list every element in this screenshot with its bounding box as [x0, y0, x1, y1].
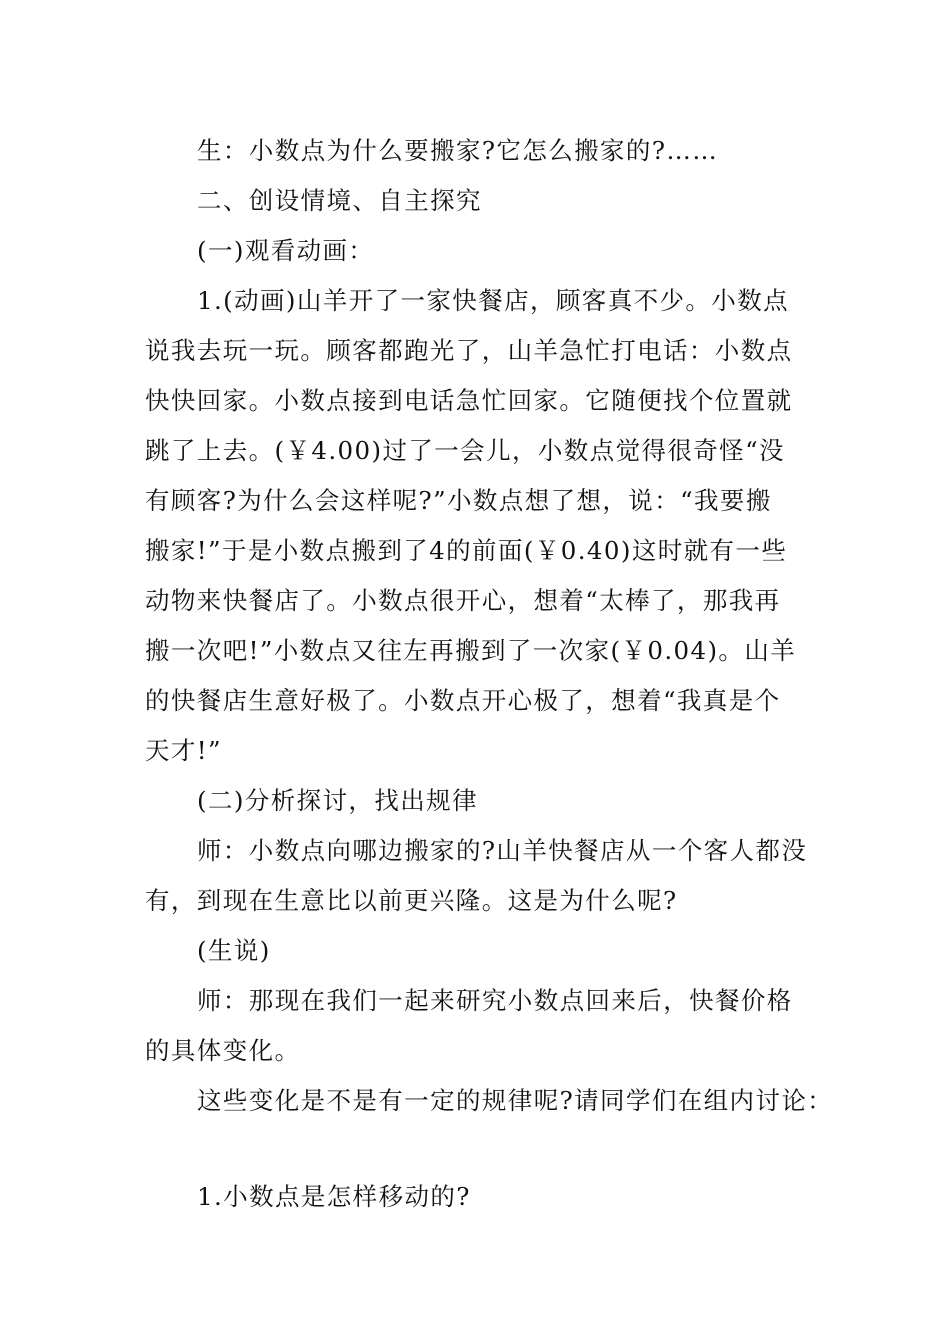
discussion-prompt-line: 这些变化是不是有一定的规律呢?请同学们在组内讨论：: [197, 1086, 834, 1115]
paragraph-line: 动物来快餐店了。小数点很开心，想着“太棒了，那我再: [145, 586, 781, 615]
list-item: 1.小数点是怎样移动的?: [197, 1182, 471, 1211]
teacher-line: 师：那现在我们一起来研究小数点回来后，快餐价格: [197, 986, 793, 1015]
paragraph-line: 搬一次吧!”小数点又往左再搬到了一次家(￥0.04)。山羊: [145, 636, 797, 665]
subheading-watch-animation: (一)观看动画：: [197, 236, 375, 265]
paragraph-line: 的具体变化。: [145, 1036, 301, 1065]
paragraph-line: 的快餐店生意好极了。小数点开心极了，想着“我真是个: [145, 686, 781, 715]
subheading-analyze: (二)分析探讨，找出规律: [197, 786, 478, 815]
paragraph-line: 天才!”: [145, 736, 222, 765]
paragraph-line: 1.(动画)山羊开了一家快餐店，顾客真不少。小数点: [197, 286, 789, 315]
paragraph-line: 搬家!”于是小数点搬到了4的前面(￥0.40)这时就有一些: [145, 536, 788, 565]
section-heading-2: 二、创设情境、自主探究: [197, 186, 482, 215]
paragraph-line: 跳了上去。(￥4.00)过了一会儿，小数点觉得很奇怪“没: [145, 436, 785, 465]
paragraph-line: 有，到现在生意比以前更兴隆。这是为什么呢?: [145, 886, 678, 915]
paragraph-line: 说我去玩一玩。顾客都跑光了，山羊急忙打电话：小数点: [145, 336, 793, 365]
student-question-line: 生：小数点为什么要搬家?它怎么搬家的?……: [197, 136, 719, 165]
student-response-line: (生说): [197, 936, 271, 965]
paragraph-line: 有顾客?为什么会这样呢?”小数点想了想，说：“我要搬: [145, 486, 772, 515]
teacher-line: 师：小数点向哪边搬家的?山羊快餐店从一个客人都没: [197, 836, 808, 865]
paragraph-line: 快快回家。小数点接到电话急忙回家。它随便找个位置就: [145, 386, 793, 415]
